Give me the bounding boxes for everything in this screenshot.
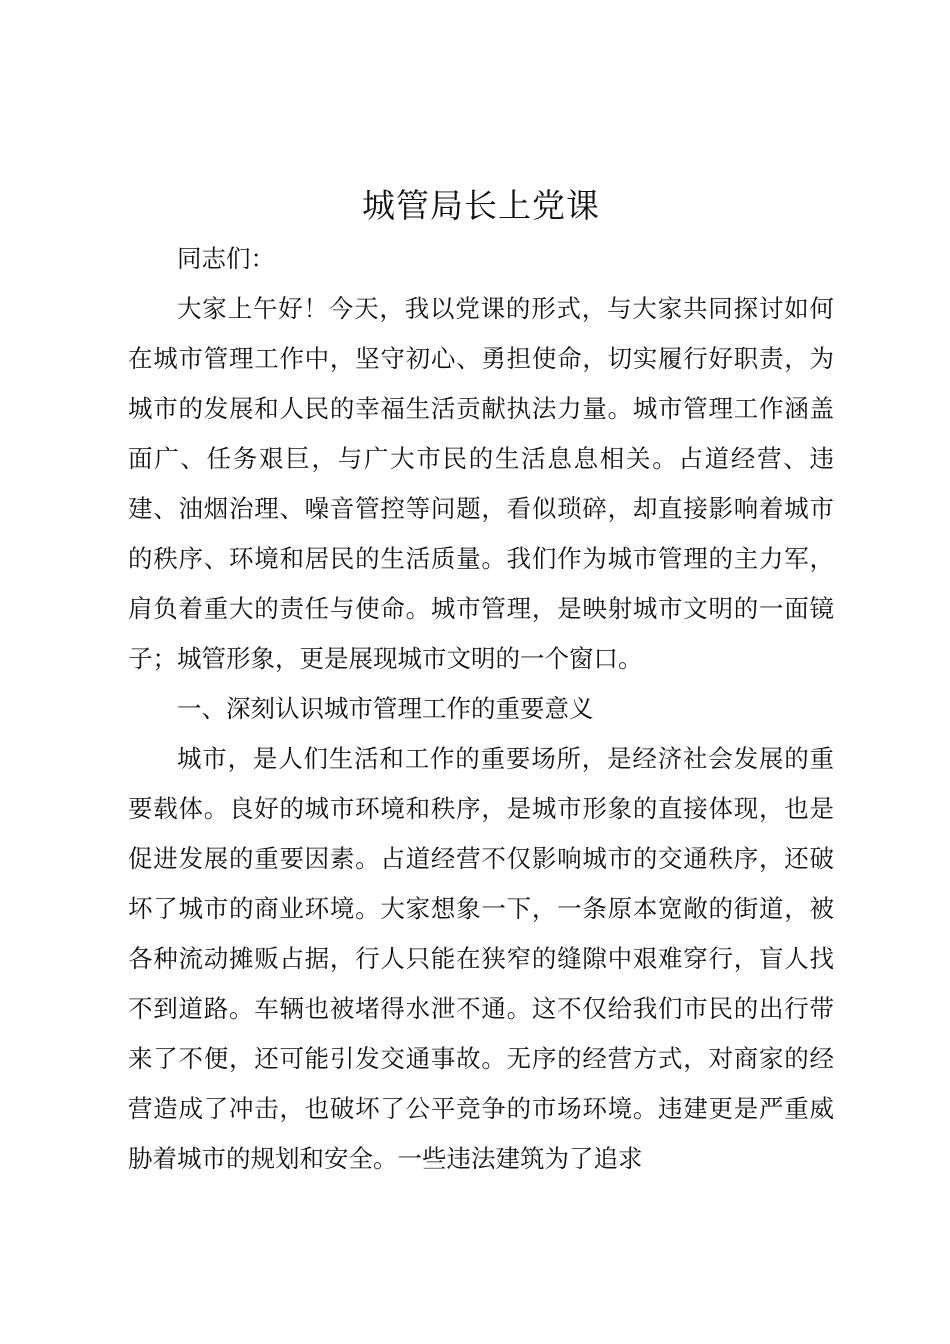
greeting: 同志们： bbox=[177, 244, 275, 273]
document-title: 城管局长上党课 bbox=[362, 186, 600, 225]
document-body bbox=[128, 182, 834, 1184]
section-heading: 一、深刻认识城市管理工作的重要意义 bbox=[177, 694, 594, 723]
paragraph-intro: 大家上午好！今天，我以党课的形式，与大家共同探讨如何在城市管理工作中，坚守初心、勇担使命，切实履行好职责，为城市的发展和人民的幸福生活贡献执法力量。城市管理工作涵盖面广、任务艰巨，与广大市民的生活息息相关。占道经营、违建、油烟治理、噪音管控等问题，看似琐碎，却直接影响着城市的秩序、环境和居民的生活质量。我们作为城市管理的主力军，肩负着重大的责任与使命。城市管理，是映射城市文明的一面镜子；城管形象，更是展现城市文明的一个窗口。 bbox=[128, 294, 834, 673]
paragraph-section-1: 城市，是人们生活和工作的重要场所，是经济社会发展的重要载体。良好的城市环境和秩序，是城市形象的直接体现，也是促进发展的重要因素。占道经营不仅影响城市的交通秩序，还破坏了城市的商业环境。大家想象一下，一条原本宽敞的街道，被各种流动摊贩占据，行人只能在狭窄的缝隙中艰难穿行，盲人找不到道路。车辆也被堵得水泄不通。这不仅给我们市民的出行带来了不便，还可能引发交通事故。无序的经营方式，对商家的经营造成了冲击，也破坏了公平竞争的市场环境。违建更是严重威胁着城市的规划和安全。一些违法建筑为了追求 bbox=[128, 744, 834, 1173]
